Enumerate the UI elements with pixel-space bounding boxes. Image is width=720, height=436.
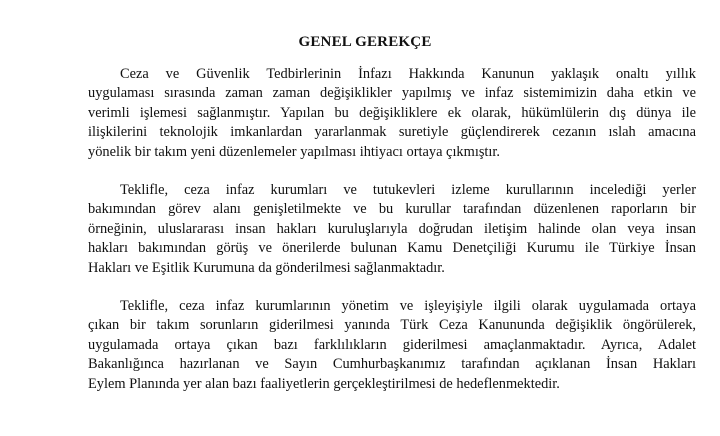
paragraph-line: örneğinin, uluslararası insan hakları kuruluşlarıyla doğrudan iletişim halinde olan veya insan [88, 220, 696, 237]
paragraph-3 [88, 297, 696, 394]
paragraph-line: uygulaması sırasında zaman zaman değişiklikler yapılmış ve infaz sistemimizin daha etkin ve [88, 85, 696, 102]
paragraph-line: bakımından görev alanı genişletilmekte ve bu kurullar tarafından düzenlenen raporların bir [88, 201, 696, 218]
paragraph-line: verimli işlemesi sağlanmıştır. Yapılan bu değişikliklere ek olarak, hükümlülerin dış dünya ile [88, 104, 696, 121]
paragraph-line: Hakları ve Eşitlik Kurumuna da gönderilmesi sağlanmaktadır. [88, 259, 445, 276]
paragraph-line: Teklifle, ceza infaz kurumlarının yönetim ve işleyişiyle ilgili olarak uygulamada ortaya [120, 298, 696, 315]
paragraph-line: Bakanlığınca hazırlanan ve Sayın Cumhurbaşkanımız tarafından açıklanan İnsan Hakları [88, 356, 696, 373]
document-title: GENEL GEREKÇE [298, 34, 432, 50]
paragraph-line: Eylem Planında yer alan bazı faaliyetlerin gerçekleştirilmesi de hedeflenmektedir. [88, 375, 560, 392]
paragraph-line: yönelik bir takım yeni düzenlemeler yapılması ihtiyacı ortaya çıkmıştır. [88, 143, 501, 160]
paragraph-2 [88, 181, 696, 278]
paragraph-1 [88, 65, 696, 162]
paragraph-line: uygulamada ortaya çıkan bazı farklılıkların giderilmesi amaçlanmaktadır. Ayrıca, Adalet [88, 336, 696, 353]
paragraph-line: çıkan bir takım sorunların giderilmesi yanında Türk Ceza Kanununda değişiklik öngörülerek, [88, 317, 696, 334]
paragraph-line: ilişkilerini teknolojik imkanlardan yararlanmak suretiyle güçlendirerek cezanın ıslah amacına [88, 124, 696, 141]
paragraph-line: Teklifle, ceza infaz kurumları ve tutukevleri izleme kurullarının incelediği yerler [120, 182, 696, 199]
paragraph-line: Ceza ve Güvenlik Tedbirlerinin İnfazı Hakkında Kanunun yaklaşık onaltı yıllık [120, 66, 696, 82]
paragraph-line: hakları bakımından görüş ve önerilerde bulunan Kamu Denetçiliği Kurumu ile Türkiye İnsan [88, 240, 696, 257]
